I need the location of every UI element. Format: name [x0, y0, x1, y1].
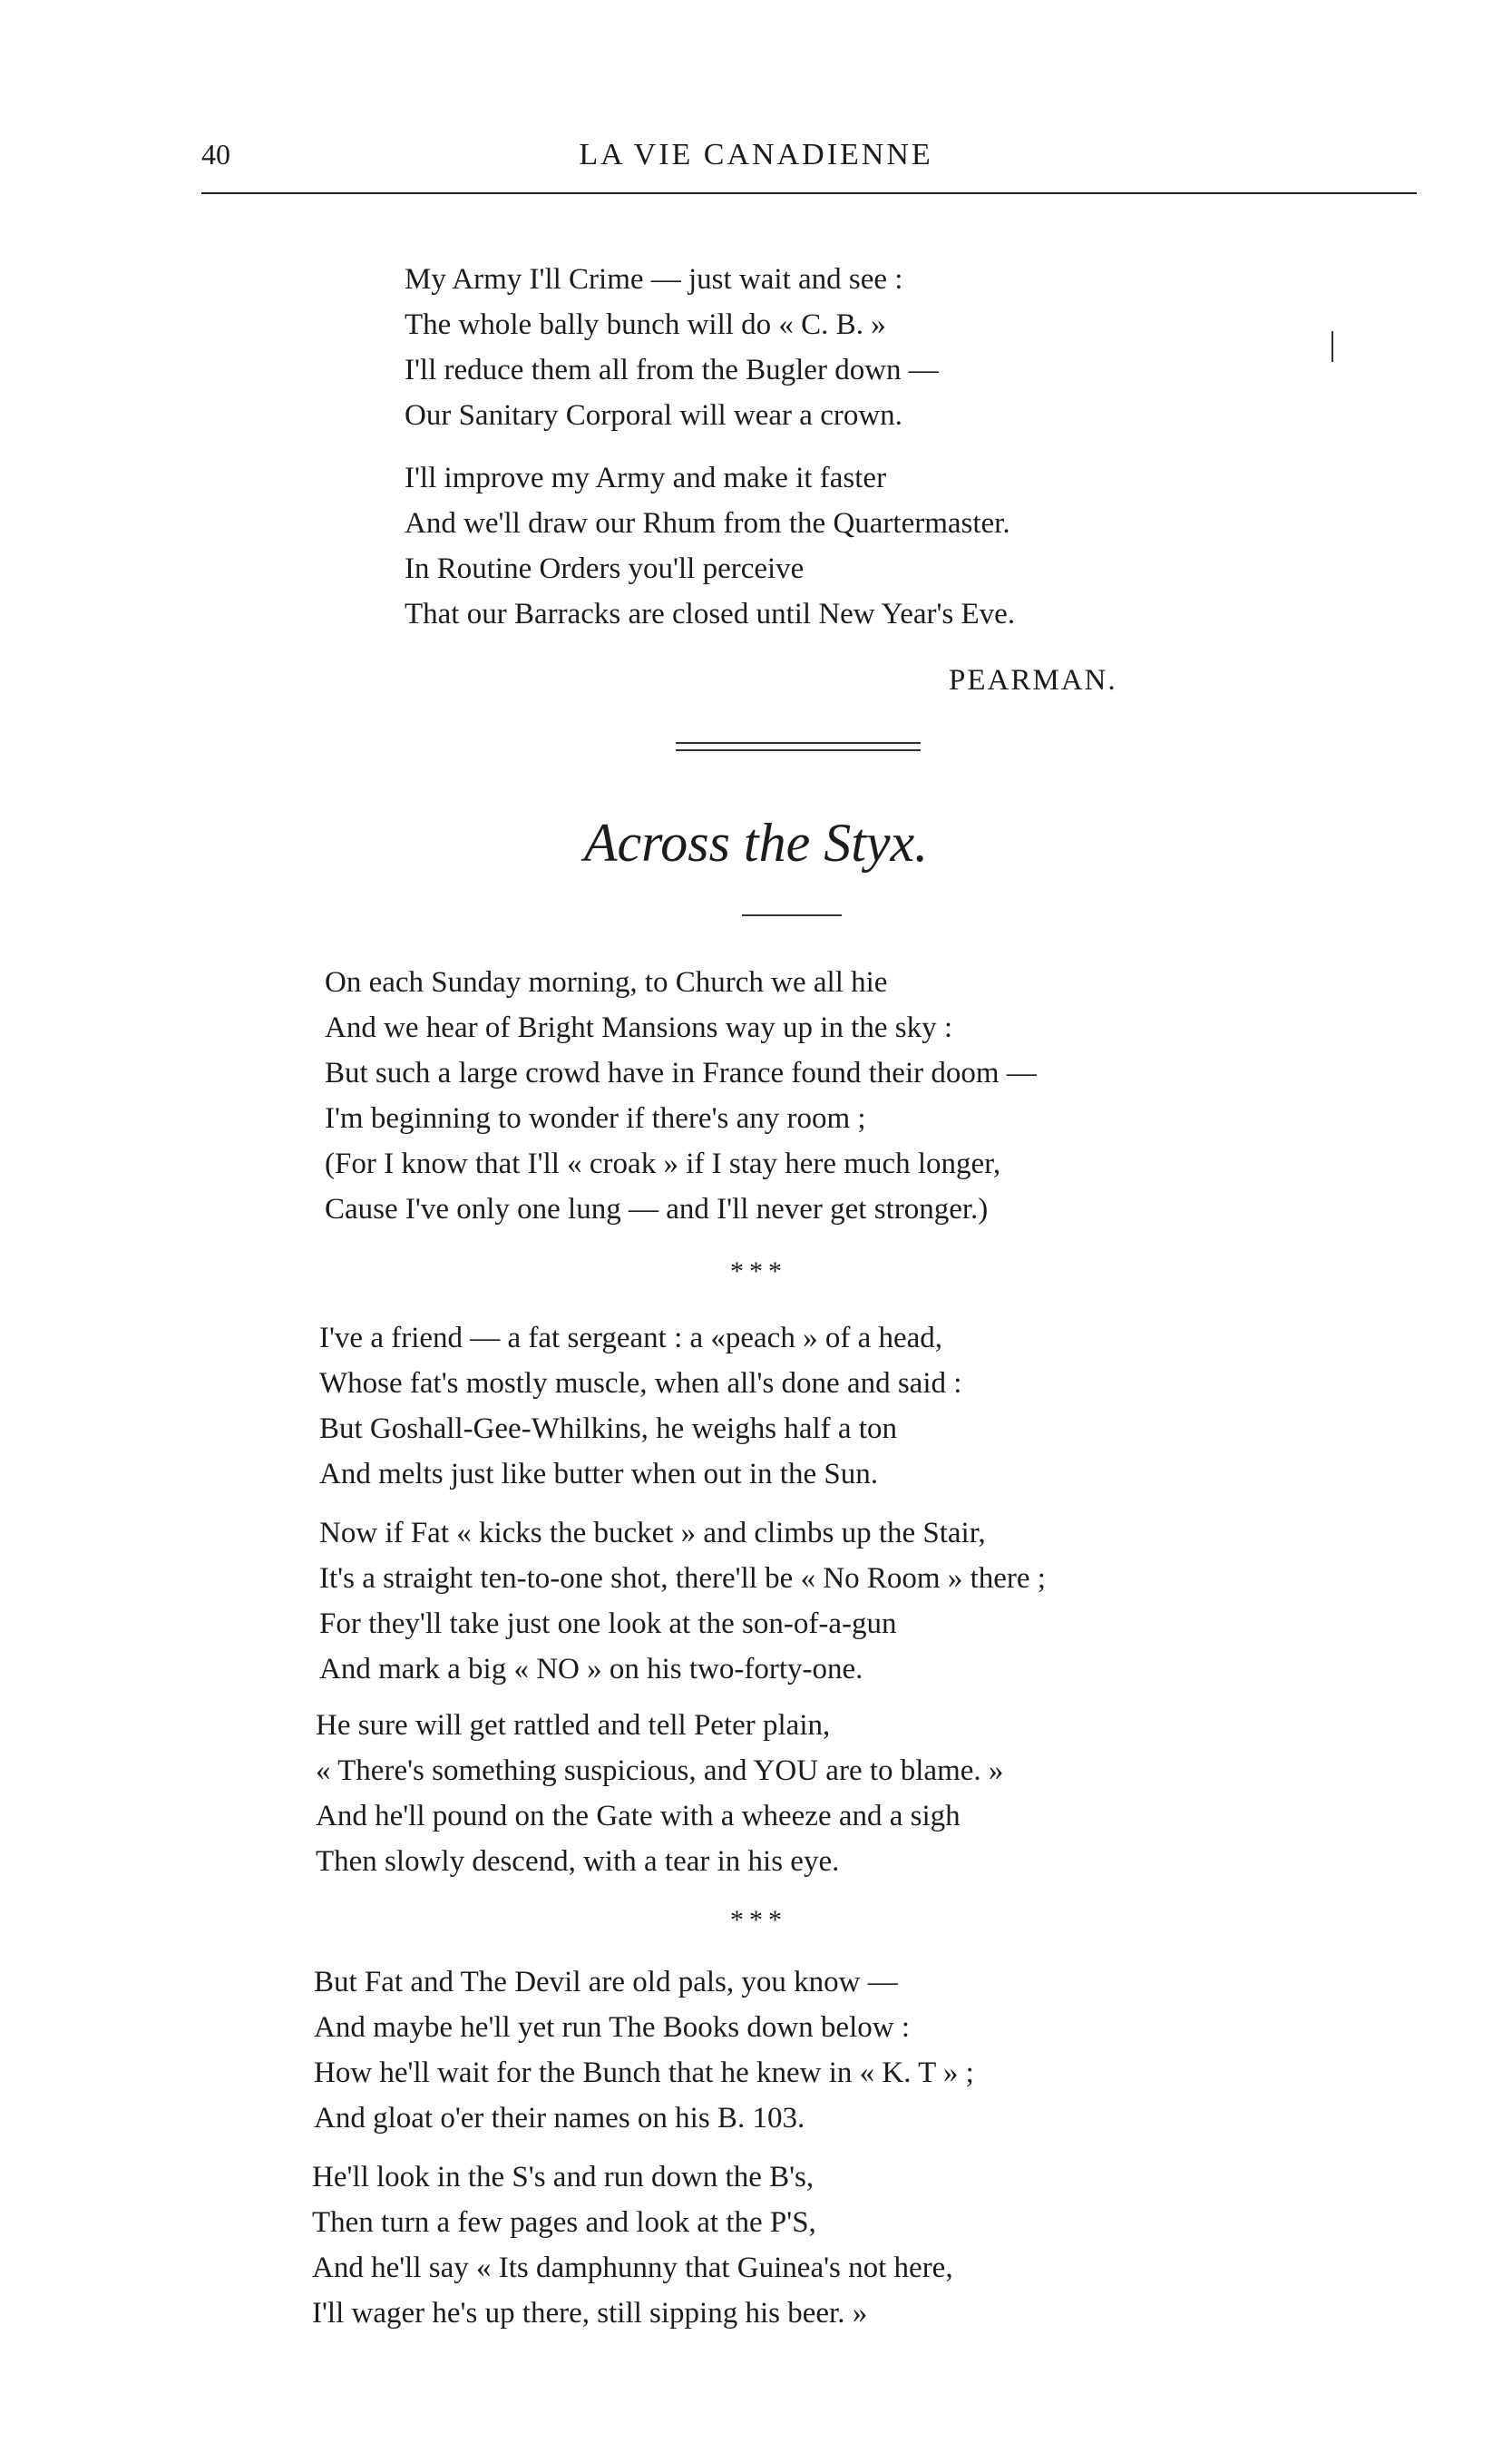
second-poem-stanza-6 [312, 2154, 953, 2336]
verse-line: Now if Fat « kicks the bucket » and climbs up the Stair, [319, 1517, 986, 1549]
verse-line: I'll improve my Army and make it faster [405, 462, 887, 494]
verse-line: And melts just like butter when out in the Sun. [319, 1458, 878, 1490]
verse-line: But Fat and The Devil are old pals, you know — [314, 1966, 898, 1998]
second-poem-stanza-3 [319, 1510, 1046, 1692]
second-poem-stanza-2 [319, 1315, 961, 1497]
verse-line: « There's something suspicious, and YOU are to blame. » [316, 1754, 1004, 1787]
first-poem-stanza-1 [405, 257, 939, 438]
verse-line: Then slowly descend, with a tear in his eye. [316, 1845, 840, 1878]
verse-line: My Army I'll Crime — just wait and see : [405, 263, 903, 296]
verse-line: On each Sunday morning, to Church we all hie [325, 966, 888, 999]
second-poem-stanza-4 [316, 1703, 1003, 1884]
verse-line: Whose fat's mostly muscle, when all's done and said : [319, 1367, 962, 1400]
verse-line: But such a large crowd have in France found their doom — [325, 1057, 1037, 1089]
verse-line: I'll wager he's up there, still sipping his beer. » [312, 2297, 868, 2330]
verse-line: And maybe he'll yet run The Books down below : [314, 2011, 910, 2044]
verse-line: And he'll say « Its damphunny that Guinea's not here, [312, 2252, 953, 2284]
section-divider [676, 742, 921, 751]
verse-line: It's a straight ten-to-one shot, there'll be « No Room » there ; [319, 1562, 1046, 1595]
second-poem-stanza-1 [325, 960, 1037, 1232]
verse-line: And gloat o'er their names on his B. 103. [314, 2102, 805, 2135]
verse-line: But Goshall-Gee-Whilkins, he weighs half a ton [319, 1412, 897, 1445]
poem-title: Across the Styx. [583, 813, 929, 873]
first-poem-stanza-2 [405, 455, 1015, 637]
asterism: * * * [729, 1905, 782, 1935]
verse-line: (For I know that I'll « croak » if I stay here much longer, [325, 1148, 1001, 1180]
verse-line: Then turn a few pages and look at the P'S, [312, 2206, 816, 2239]
verse-line: That our Barracks are closed until New Year's Eve. [405, 598, 1016, 630]
verse-line: And he'll pound on the Gate with a wheeze and a sigh [316, 1800, 961, 1832]
verse-line: I'm beginning to wonder if there's any room ; [325, 1102, 866, 1135]
running-head: LA VIE CANADIENNE [579, 138, 933, 171]
verse-line: For they'll take just one look at the son-of-a-gun [319, 1607, 897, 1640]
verse-line: And mark a big « NO » on his two-forty-one. [319, 1653, 863, 1685]
author-signature: PEARMAN. [949, 664, 1117, 697]
verse-line: Our Sanitary Corporal will wear a crown. [405, 399, 902, 432]
second-poem-stanza-5 [314, 1959, 974, 2141]
verse-line: In Routine Orders you'll perceive [405, 552, 805, 585]
verse-line: I'll reduce them all from the Bugler down — [405, 354, 939, 386]
verse-line: I've a friend — a fat sergeant : a «peach » of a head, [319, 1322, 943, 1354]
verse-line: The whole bally bunch will do « C. B. » [405, 308, 886, 341]
verse-line: How he'll wait for the Bunch that he knew in « K. T » ; [314, 2057, 974, 2089]
header-rule [201, 192, 1417, 194]
title-rule [742, 914, 842, 916]
verse-line: He sure will get rattled and tell Peter plain, [316, 1709, 831, 1742]
asterism: * * * [729, 1256, 782, 1286]
stray-mark [1332, 331, 1333, 362]
verse-line: He'll look in the S's and run down the B's, [312, 2161, 815, 2193]
verse-line: And we hear of Bright Mansions way up in the sky : [325, 1011, 952, 1044]
verse-line: And we'll draw our Rhum from the Quartermaster. [405, 507, 1010, 540]
page-number: 40 [201, 138, 230, 171]
verse-line: Cause I've only one lung — and I'll never get stronger.) [325, 1193, 989, 1226]
